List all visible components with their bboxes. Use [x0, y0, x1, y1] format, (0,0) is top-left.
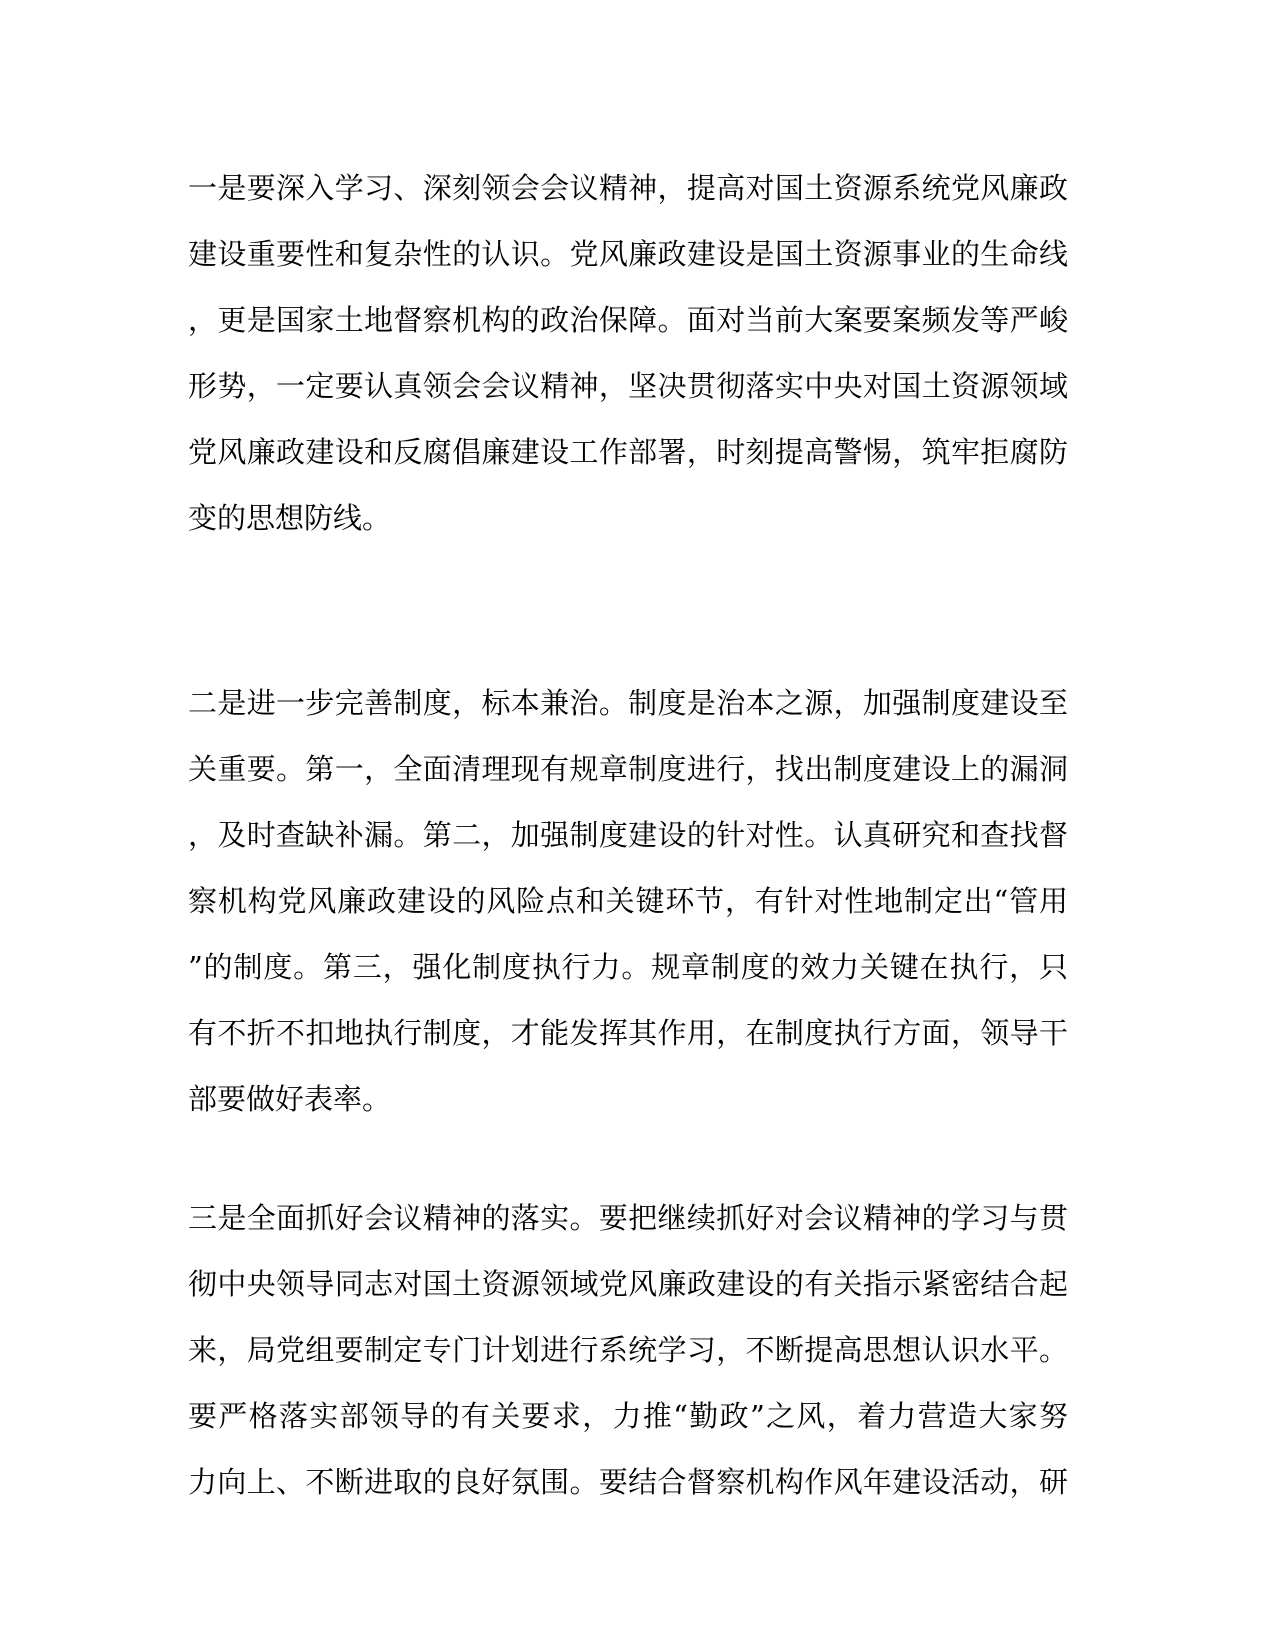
paragraph-line: 彻中央领导同志对国土资源领域党风廉政建设的有关指示紧密结合起 — [188, 1267, 1068, 1301]
paragraph-line: 党风廉政建设和反腐倡廉建设工作部署，时刻提高警惕，筑牢拒腐防 — [188, 435, 1068, 469]
paragraph-2 — [188, 670, 1068, 1132]
paragraph-line: 力向上、不断进取的良好氛围。要结合督察机构作风年建设活动，研 — [188, 1465, 1068, 1499]
paragraph-3 — [188, 1185, 1068, 1515]
paragraph-line: 三是全面抓好会议精神的落实。要把继续抓好对会议精神的学习与贯 — [188, 1201, 1068, 1235]
paragraph-line: 一是要深入学习、深刻领会会议精神，提高对国土资源系统党风廉政 — [188, 171, 1068, 205]
paragraph-line: 变的思想防线。 — [188, 501, 392, 535]
paragraph-line: 要严格落实部领导的有关要求，力推“勤政”之风，着力营造大家努 — [188, 1399, 1068, 1433]
paragraph-line: 形势，一定要认真领会会议精神，坚决贯彻落实中央对国土资源领域 — [188, 369, 1068, 403]
paragraph-line: ”的制度。第三，强化制度执行力。规章制度的效力关键在执行，只 — [188, 950, 1068, 984]
paragraph-1 — [188, 155, 1068, 551]
paragraph-line: 部要做好表率。 — [188, 1082, 392, 1116]
paragraph-line: 有不折不扣地执行制度，才能发挥其作用，在制度执行方面，领导干 — [188, 1016, 1068, 1050]
paragraph-line: 来，局党组要制定专门计划进行系统学习，不断提高思想认识水平。 — [188, 1333, 1068, 1367]
paragraph-line: 二是进一步完善制度，标本兼治。制度是治本之源，加强制度建设至 — [188, 686, 1068, 720]
paragraph-line: 关重要。第一，全面清理现有规章制度进行，找出制度建设上的漏洞 — [188, 752, 1068, 786]
paragraph-line: ，及时查缺补漏。第二，加强制度建设的针对性。认真研究和查找督 — [188, 818, 1068, 852]
paragraph-line: ，更是国家土地督察机构的政治保障。面对当前大案要案频发等严峻 — [188, 303, 1068, 337]
paragraph-line: 建设重要性和复杂性的认识。党风廉政建设是国土资源事业的生命线 — [188, 237, 1068, 271]
paragraph-line: 察机构党风廉政建设的风险点和关键环节，有针对性地制定出“管用 — [188, 884, 1068, 918]
